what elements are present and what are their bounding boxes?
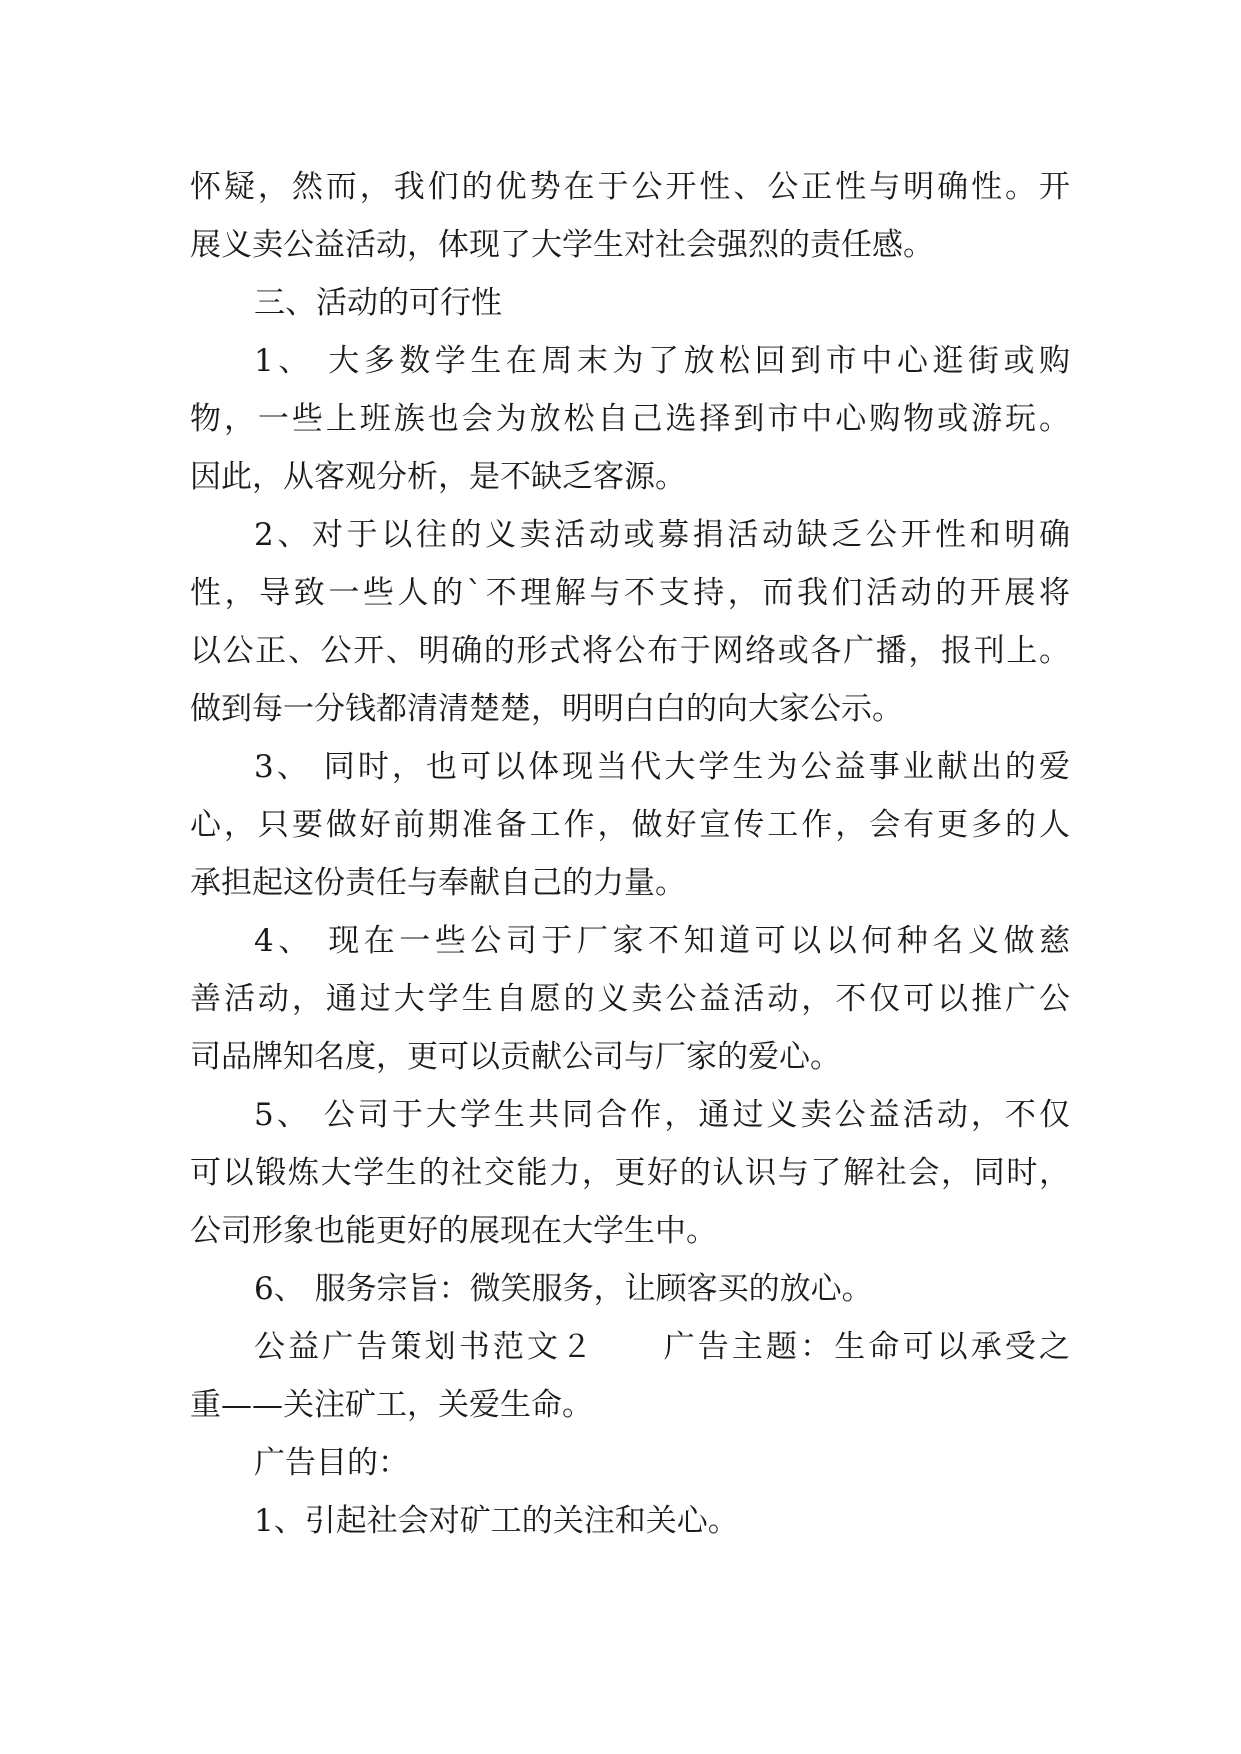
paragraph-line: 怀疑，然而，我们的优势在于公开性、公正性与明确性。开: [190, 169, 1070, 205]
paragraph-line: 3、 同时，也可以体现当代大学生为公益事业献出的爱: [254, 749, 1070, 785]
paragraph-line: 司品牌知名度，更可以贡献公司与厂家的爱心。: [190, 1039, 841, 1075]
paragraph-line: 6、 服务宗旨：微笑服务，让顾客买的放心。: [254, 1271, 873, 1307]
paragraph-line: 做到每一分钱都清清楚楚，明明白白的向大家公示。: [190, 691, 903, 727]
paragraph-line: 展义卖公益活动，体现了大学生对社会强烈的责任感。: [190, 227, 934, 263]
body-text: [190, 158, 1070, 1550]
paragraph-line: 1、 大多数学生在周末为了放松回到市中心逛街或购: [254, 343, 1070, 379]
paragraph-line: 4、 现在一些公司于厂家不知道可以以何种名义做慈: [254, 923, 1070, 959]
paragraph-line: 以公正、公开、明确的形式将公布于网络或各广播，报刊上。: [190, 633, 1070, 669]
paragraph-line: 5、 公司于大学生共同合作，通过义卖公益活动，不仅: [254, 1097, 1070, 1133]
paragraph-line: 公司形象也能更好的展现在大学生中。: [190, 1213, 717, 1249]
paragraph-line: 可以锻炼大学生的社交能力，更好的认识与了解社会，同时，: [190, 1155, 1070, 1191]
paragraph-line: 物，一些上班族也会为放松自己选择到市中心购物或游玩。: [190, 401, 1070, 437]
paragraph-line: 重——关注矿工，关爱生命。: [190, 1387, 593, 1423]
paragraph-line: 善活动，通过大学生自愿的义卖公益活动，不仅可以推广公: [190, 981, 1070, 1017]
paragraph-line: 性，导致一些人的`不理解与不支持，而我们活动的开展将: [190, 575, 1070, 611]
paragraph-line: 广告目的：: [254, 1445, 409, 1481]
paragraph-line: 因此，从客观分析，是不缺乏客源。: [190, 459, 686, 495]
paragraph-line: 心，只要做好前期准备工作，做好宣传工作，会有更多的人: [190, 807, 1070, 843]
paragraph-line: 2、对于以往的义卖活动或募捐活动缺乏公开性和明确: [254, 517, 1070, 553]
paragraph-line: 承担起这份责任与奉献自己的力量。: [190, 865, 686, 901]
section-heading: 三、活动的可行性: [254, 285, 502, 321]
paragraph-line: 公益广告策划书范文２ 广告主题：生命可以承受之: [254, 1329, 1070, 1365]
paragraph-line: 1、引起社会对矿工的关注和关心。: [254, 1503, 739, 1539]
